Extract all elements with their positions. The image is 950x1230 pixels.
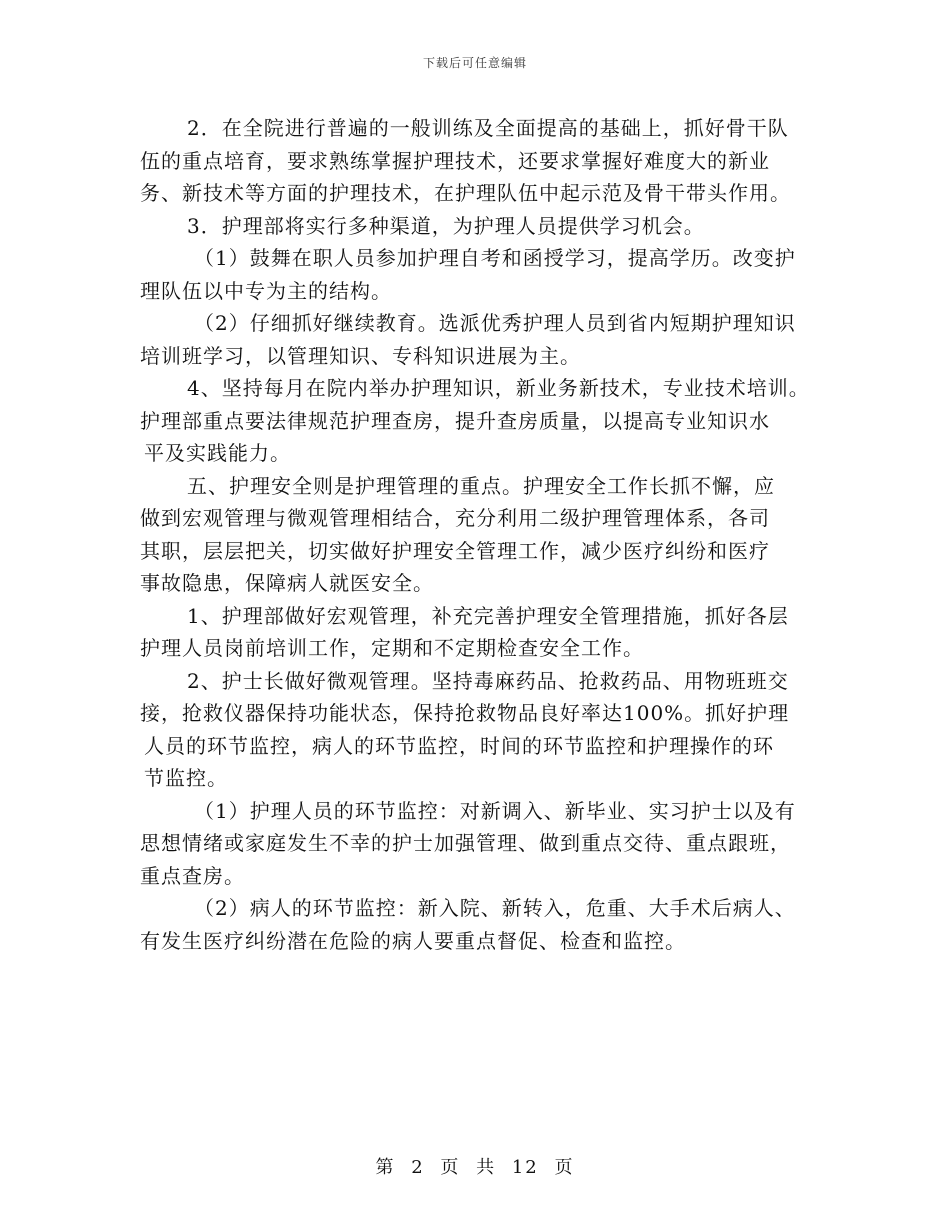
text-line: 理队伍以中专为主的结构。 xyxy=(140,278,392,303)
text-line: 五、护理安全则是护理管理的重点。护理安全工作长抓不懈，应 xyxy=(187,473,775,498)
text-line: 伍的重点培育，要求熟练掌握护理技术，还要求掌握好难度大的新业 xyxy=(140,148,770,173)
text-line: 节监控。 xyxy=(144,766,228,790)
text-line: 思想情绪或家庭发生不幸的护士加强管理、做到重点交待、重点跟班， xyxy=(140,831,791,855)
text-line: 护理部重点要法律规范护理查房，提升查房质量，以提高专业知识水 xyxy=(140,408,770,433)
page-header: 下载后可任意编辑 xyxy=(422,56,527,70)
text-line: （1）护理人员的环节监控：对新调入、新毕业、实习护士以及有 xyxy=(194,798,796,823)
text-line: 平及实践能力。 xyxy=(144,441,291,465)
text-line: 人员的环节监控，病人的环节监控，时间的环节监控和护理操作的环 xyxy=(144,733,774,758)
page-number-footer: 第 2 页 共 12 页 xyxy=(375,1157,575,1178)
text-line: 护理人员岗前培训工作，定期和不定期检查安全工作。 xyxy=(140,636,644,660)
text-line: 培训班学习，以管理知识、专科知识进展为主。 xyxy=(140,343,581,368)
text-line: 有发生医疗纠纷潜在危险的病人要重点督促、检查和监控。 xyxy=(140,928,686,953)
text-line: 其职，层层把关，切实做好护理安全管理工作，减少医疗纠纷和医疗 xyxy=(140,538,770,563)
text-line: 重点查房。 xyxy=(140,863,245,888)
text-line: 4、坚持每月在院内举办护理知识，新业务新技术，专业技术培训。 xyxy=(187,376,810,400)
document-body xyxy=(140,112,820,957)
text-line: 务、新技术等方面的护理技术，在护理队伍中起示范及骨干带头作用。 xyxy=(140,181,791,205)
text-line: 2．在全院进行普遍的一般训练及全面提高的基础上，抓好骨干队 xyxy=(187,116,789,140)
text-line: 3．护理部将实行多种渠道，为护理人员提供学习机会。 xyxy=(187,213,705,238)
text-line: （2）仔细抓好继续教育。选派优秀护理人员到省内短期护理知识 xyxy=(194,311,796,335)
text-line: （1）鼓舞在职人员参加护理自考和函授学习，提高学历。改变护 xyxy=(194,246,796,270)
text-line: 1、护理部做好宏观管理，补充完善护理安全管理措施，抓好各层 xyxy=(187,603,789,628)
text-line: 2、护士长做好微观管理。坚持毒麻药品、抢救药品、用物班班交 xyxy=(187,668,789,693)
text-line: 做到宏观管理与微观管理相结合，充分利用二级护理管理体系，各司 xyxy=(140,506,770,530)
text-line: （2）病人的环节监控：新入院、新转入，危重、大手术后病人、 xyxy=(194,896,796,920)
text-line: 接，抢救仪器保持功能状态，保持抢救物品良好率达100%。抓好护理 xyxy=(140,701,790,725)
text-line: 事故隐患，保障病人就医安全。 xyxy=(140,571,434,595)
